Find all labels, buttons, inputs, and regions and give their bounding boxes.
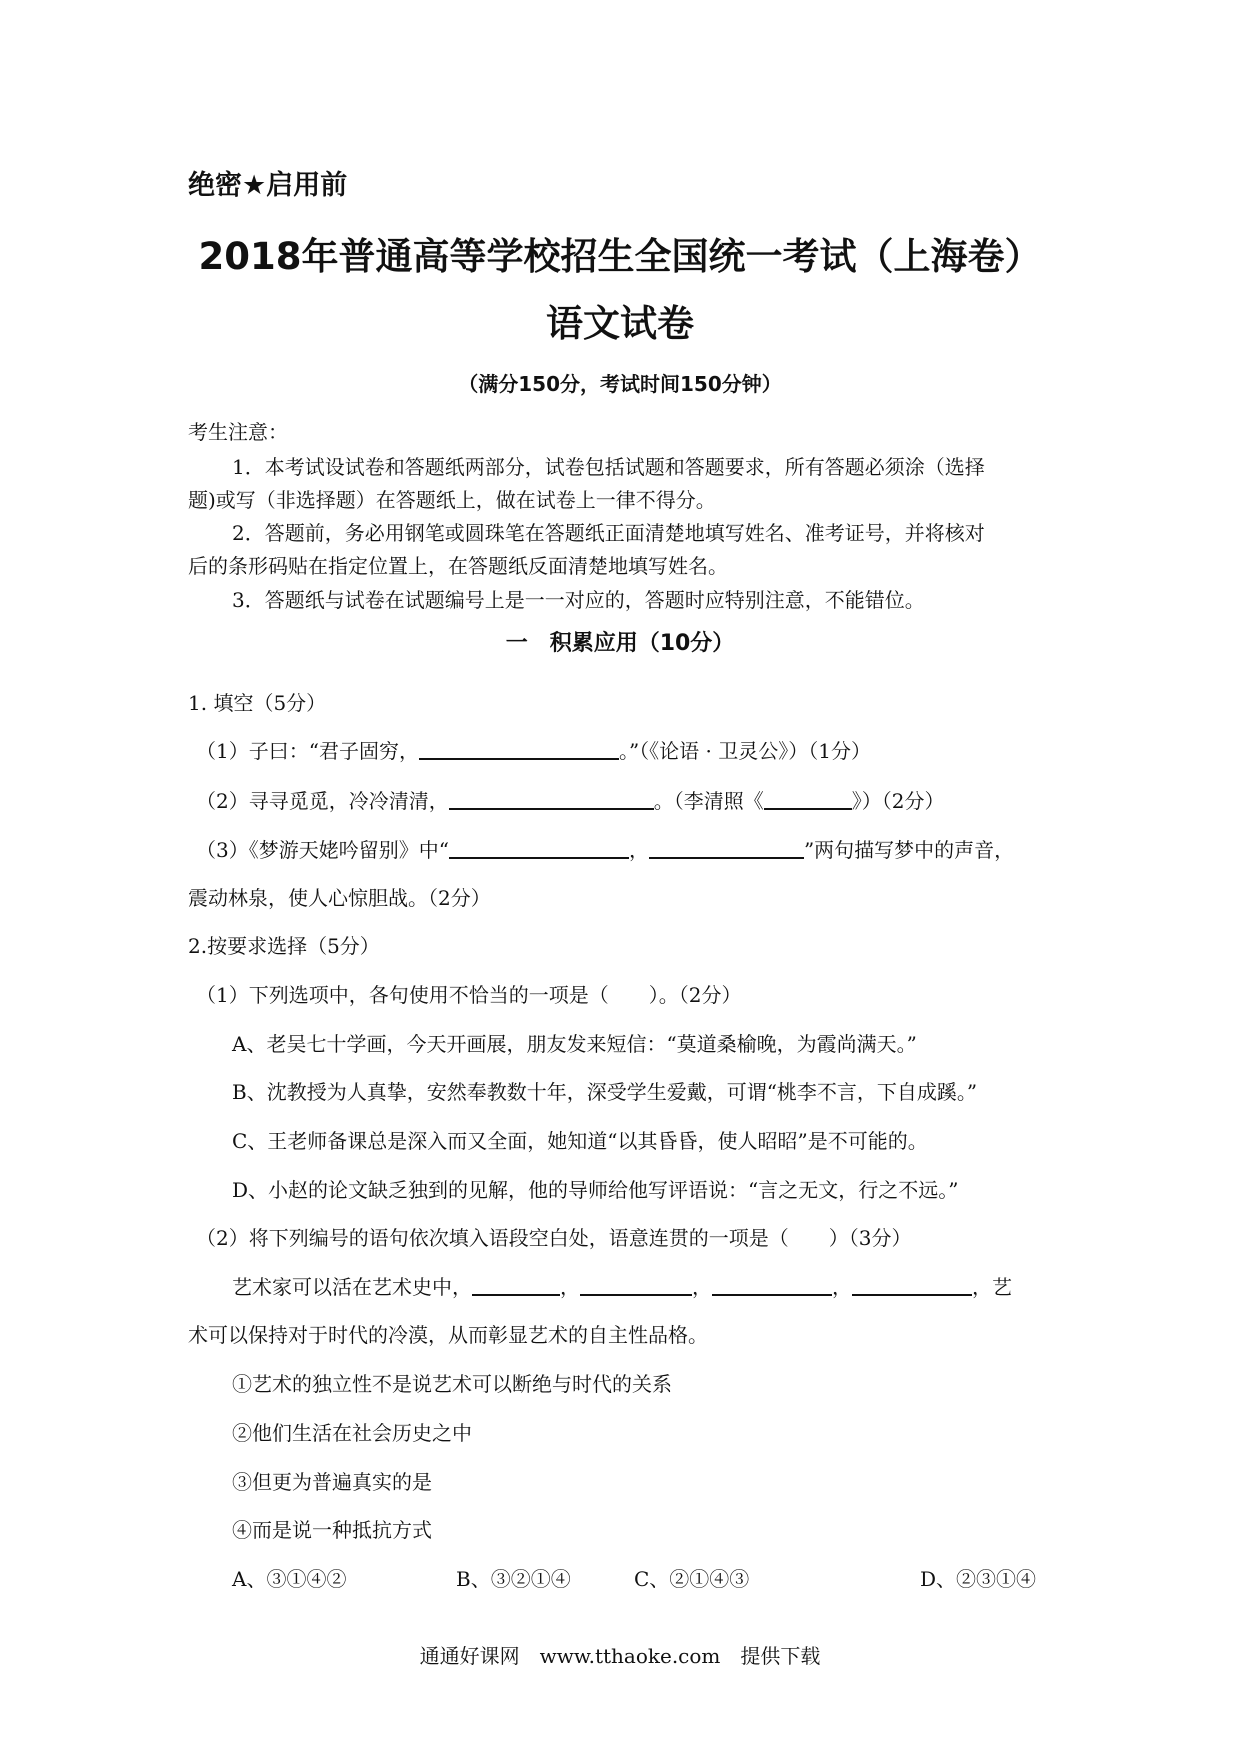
q2-sub1: （1）下列选项中，各句使用不恰当的一项是（ ）。（2分）	[196, 983, 742, 1007]
q1-sub1-blank[interactable]	[419, 738, 619, 760]
notice-item-1-line-2: 题)或写（非选择题）在答题纸上，做在试卷上一律不得分。	[188, 488, 716, 512]
q2-choice-b: B、③②①④	[456, 1567, 571, 1591]
q2-sentence-4: ④而是说一种抵抗方式	[232, 1518, 432, 1542]
q2-passage-suffix: ，艺	[972, 1275, 1012, 1299]
q2-passage-blank-2[interactable]	[580, 1274, 692, 1296]
q2-passage-blank-4[interactable]	[852, 1274, 972, 1296]
q1-sub1-prefix: （1）子曰：“君子固穷，	[196, 739, 419, 763]
q1-sub3	[196, 834, 1014, 863]
q2-sentence-2: ②他们生活在社会历史之中	[232, 1421, 472, 1445]
q2-passage-comma-2: ，	[692, 1275, 712, 1299]
q2-passage-line-2: 术可以保持对于时代的冷漠，从而彰显艺术的自主性品格。	[188, 1323, 708, 1347]
q2-passage-line-1	[232, 1271, 1012, 1300]
notice-item-2-line-2: 后的条形码贴在指定位置上，在答题纸反面清楚地填写姓名。	[188, 554, 728, 578]
q1-sub2-middle: 。（李清照《	[653, 789, 764, 813]
q2-passage-prefix: 艺术家可以活在艺术史中，	[232, 1275, 472, 1299]
q2-option-a: A、老吴七十学画，今天开画展，朋友发来短信：“莫道桑榆晚，为霞尚满天。”	[232, 1032, 917, 1056]
q1-sub3-line-2: 震动林泉，使人心惊胆战。（2分）	[188, 886, 491, 910]
q1-sub2-blank-1[interactable]	[449, 788, 654, 810]
q2-option-d: D、小赵的论文缺乏独到的见解，他的导师给他写评语说：“言之无文，行之不远。”	[232, 1178, 959, 1202]
q2-sentence-1: ①艺术的独立性不是说艺术可以断绝与时代的关系	[232, 1372, 672, 1396]
q2-passage-blank-3[interactable]	[712, 1274, 832, 1296]
q2-passage-comma-3: ，	[832, 1275, 852, 1299]
q2-choice-d: D、②③①④	[920, 1567, 1037, 1591]
score-info: （满分150分，考试时间150分钟）	[458, 372, 782, 396]
q2-passage-blank-1[interactable]	[472, 1274, 560, 1296]
notice-item-3: 3．答题纸与试卷在试题编号上是一一对应的，答题时应特别注意，不能错位。	[232, 588, 925, 612]
q1-sub1-suffix: 。”（《论语 · 卫灵公》）（1分）	[618, 739, 871, 763]
q2-sentence-3: ③但更为普遍真实的是	[232, 1470, 432, 1494]
exam-title: 2018年普通高等学校招生全国统一考试（上海卷）	[198, 235, 1042, 278]
q2-option-c: C、王老师备课总是深入而又全面，她知道“以其昏昏，使人昭昭”是不可能的。	[232, 1129, 928, 1153]
q1-sub2	[196, 785, 944, 814]
q2-option-b: B、沈教授为人真挚，安然奉教数十年，深受学生爱戴，可谓“桃李不言，下自成蹊。”	[232, 1080, 978, 1104]
q2-choice-c: C、②①④③	[634, 1567, 750, 1591]
q1-sub3-blank-1[interactable]	[449, 837, 629, 859]
q1-sub2-blank-2[interactable]	[764, 788, 852, 810]
confidential-mark: 绝密★启用前	[188, 170, 348, 201]
q1-sub3-prefix: （3）《梦游天姥吟留别》中“	[196, 838, 449, 862]
q2-choice-a: A、③①④②	[232, 1567, 347, 1591]
notice-item-1-line-1: 1．本考试设试卷和答题纸两部分，试卷包括试题和答题要求，所有答题必须涂（选择	[232, 455, 985, 479]
q1-sub3-suffix: ”两句描写梦中的声音，	[803, 838, 1015, 862]
q1-sub3-comma: ，	[628, 838, 649, 862]
q1-sub1	[196, 735, 871, 764]
q2-label: 2.按要求选择（5分）	[188, 934, 380, 958]
q2-passage-comma-1: ，	[560, 1275, 580, 1299]
footer-source: 通通好课网 www.tthaoke.com 提供下载	[419, 1644, 821, 1668]
q1-sub3-blank-2[interactable]	[649, 837, 804, 859]
q1-sub2-prefix: （2）寻寻觅觅，冷冷清清，	[196, 789, 449, 813]
q2-sub2: （2）将下列编号的语句依次填入语段空白处，语意连贯的一项是（ ）（3分）	[196, 1226, 912, 1250]
notice-item-2-line-1: 2．答题前，务必用钢笔或圆珠笔在答题纸正面清楚地填写姓名、准考证号，并将核对	[232, 521, 985, 545]
q1-label: 1. 填空（5分）	[188, 691, 327, 715]
q1-sub2-suffix: 》）（2分）	[851, 789, 945, 813]
notice-heading: 考生注意：	[188, 420, 288, 444]
exam-subtitle: 语文试卷	[546, 302, 694, 345]
section-1-heading: 一 积累应用（10分）	[505, 631, 735, 656]
